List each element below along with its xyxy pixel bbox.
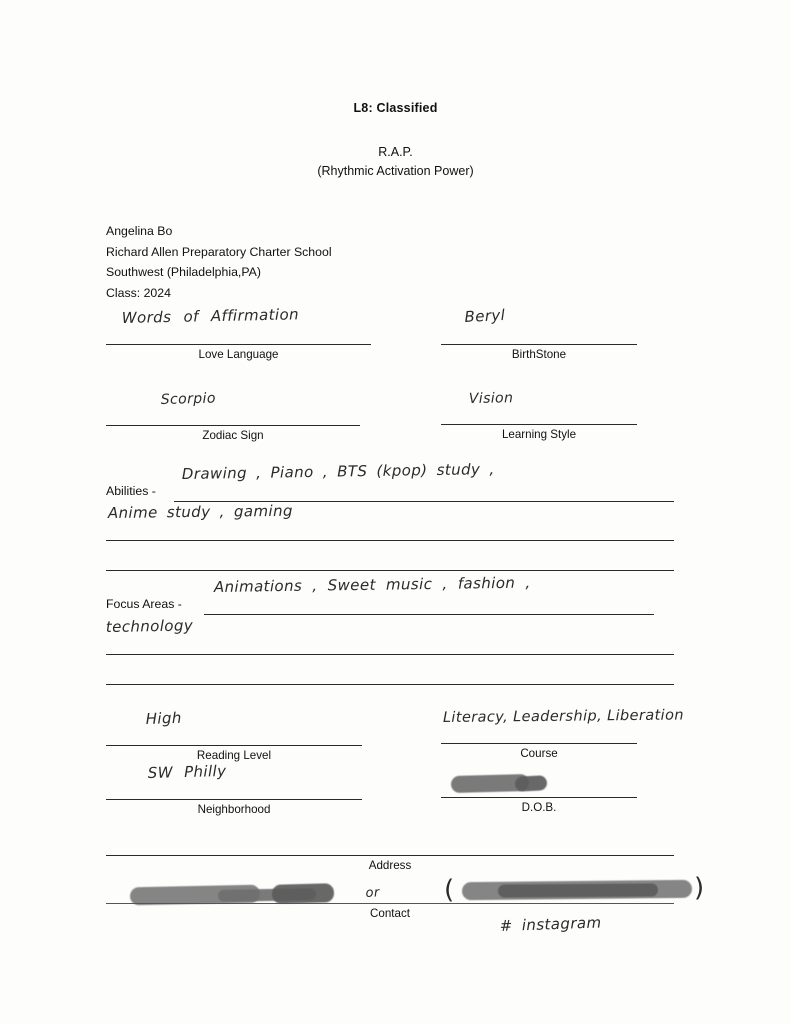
address-caption: Address [368, 859, 412, 872]
dob-rule [441, 797, 637, 798]
love-language-rule [106, 344, 371, 345]
course-rule [441, 743, 637, 744]
abilities-value-line1: Drawing , Piano , BTS (kpop) study , [181, 460, 495, 483]
contact-instagram-annotation: # instagram [499, 913, 602, 935]
contact-open-paren: ( [444, 875, 455, 905]
abilities-label: Abilities - [106, 484, 156, 498]
dob-caption: D.O.B. [521, 801, 557, 814]
learning-style-value: Vision [468, 390, 514, 407]
contact-caption: Contact [370, 907, 410, 920]
abilities-rule-2 [106, 540, 674, 541]
learning-style-rule [441, 424, 637, 425]
birthstone-caption: BirthStone [511, 348, 567, 361]
school-name: Richard Allen Preparatory Charter School [106, 244, 332, 259]
course-caption: Course [520, 747, 558, 760]
birthstone-rule [441, 344, 637, 345]
contact-handle-redaction-2 [498, 883, 658, 897]
contact-rule [106, 903, 674, 904]
contact-phone-redaction-3 [272, 883, 334, 904]
focus-areas-value-line2: technology [105, 616, 194, 636]
student-name: Angelina Bo [106, 224, 173, 238]
zodiac-sign-value: Scorpio [160, 390, 217, 408]
dob-redaction-blob-2 [515, 775, 548, 792]
contact-close-paren: ) [694, 873, 705, 903]
address-rule [106, 855, 674, 856]
zodiac-sign-caption: Zodiac Sign [202, 429, 264, 442]
focus-areas-rule-1 [204, 614, 654, 615]
zodiac-sign-rule [106, 425, 360, 426]
region: Southwest (Philadelphia,PA) [106, 265, 261, 280]
focus-areas-rule-2 [106, 654, 674, 655]
reading-level-caption: Reading Level [196, 749, 272, 762]
reading-level-rule [106, 745, 362, 746]
focus-areas-label: Focus Areas - [106, 597, 182, 611]
reading-level-value: High [145, 708, 183, 728]
document-subtitle-expanded: (Rhythmic Activation Power) [317, 164, 474, 178]
focus-areas-value-line1: Animations , Sweet music , fashion , [213, 573, 531, 596]
identity-block [106, 221, 332, 303]
abilities-value-line2: Anime study , gaming [107, 501, 293, 522]
love-language-value: Words of Affirmation [121, 305, 300, 327]
birthstone-value: Beryl [464, 305, 506, 326]
neighborhood-rule [106, 799, 362, 800]
course-value: Literacy, Leadership, Liberation [442, 707, 685, 726]
love-language-caption: Love Language [198, 348, 279, 361]
page-title: L8: Classified [353, 101, 438, 115]
neighborhood-caption: Neighborhood [197, 803, 271, 816]
contact-separator: or [365, 885, 381, 901]
learning-style-caption: Learning Style [501, 428, 577, 441]
document-subtitle: R.A.P. [378, 145, 413, 159]
class-year: Class: 2024 [106, 285, 171, 300]
neighborhood-value: SW Philly [147, 761, 227, 782]
